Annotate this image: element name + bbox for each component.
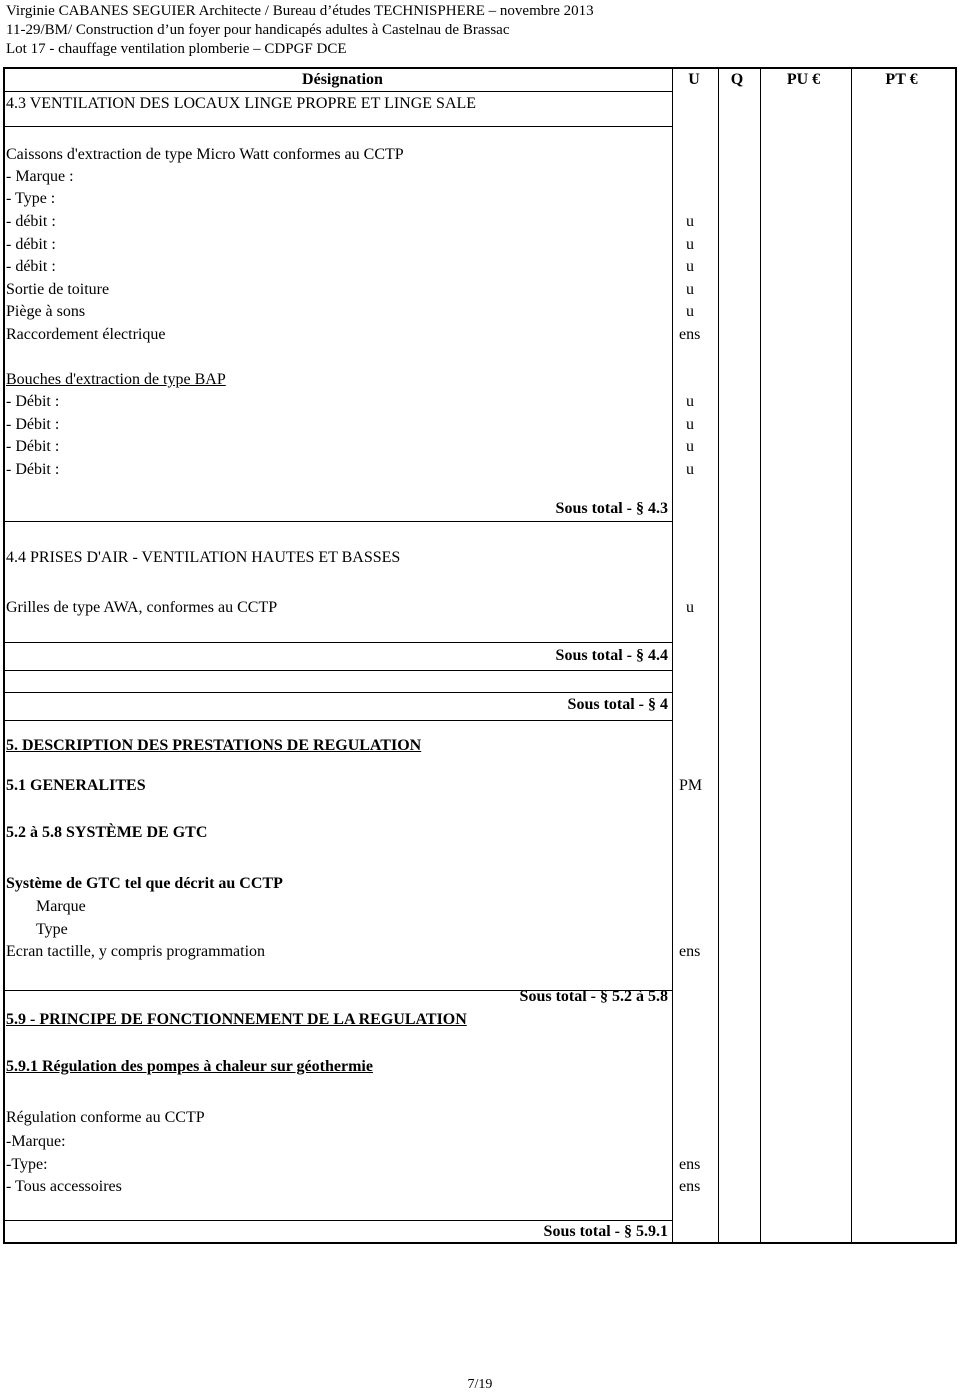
subtotal-4-4: Sous total - § 4.4 bbox=[555, 647, 668, 664]
row-divider bbox=[5, 126, 672, 127]
unit-cell: ens bbox=[679, 1156, 701, 1173]
section-title-4-4: 4.4 PRISES D'AIR - VENTILATION HAUTES ET BASSES bbox=[6, 549, 401, 566]
list-item: Raccordement électrique bbox=[6, 326, 166, 343]
section-title-5: 5. DESCRIPTION DES PRESTATIONS DE REGULATION bbox=[6, 737, 422, 754]
row-divider bbox=[5, 692, 672, 693]
unit-cell: u bbox=[686, 438, 694, 455]
list-item: - Débit : bbox=[6, 461, 60, 478]
list-item: - débit : bbox=[6, 213, 56, 230]
row-divider bbox=[5, 642, 672, 643]
column-header-u: U bbox=[688, 71, 700, 88]
regulation-title: Régulation conforme au CCTP bbox=[6, 1109, 205, 1126]
unit-cell: u bbox=[686, 416, 694, 433]
unit-cell: u bbox=[686, 599, 694, 616]
subtotal-5-9-1: Sous total - § 5.9.1 bbox=[543, 1223, 668, 1240]
unit-cell: ens bbox=[679, 1178, 701, 1195]
unit-cell: PM bbox=[679, 777, 703, 794]
unit-cell: ens bbox=[679, 326, 701, 343]
page-number: 7/19 bbox=[467, 1377, 493, 1392]
unit-cell: u bbox=[686, 461, 694, 478]
list-item: Sortie de toiture bbox=[6, 281, 110, 298]
list-item: - Débit : bbox=[6, 438, 60, 455]
col-divider-u bbox=[718, 69, 719, 1244]
list-item: - Débit : bbox=[6, 416, 60, 433]
unit-cell: u bbox=[686, 258, 694, 275]
subtotal-4: Sous total - § 4 bbox=[567, 696, 668, 713]
header-row-divider bbox=[5, 91, 672, 92]
list-item: -Marque: bbox=[6, 1133, 66, 1150]
bouches-title: Bouches d'extraction de type BAP bbox=[6, 371, 226, 388]
list-item: - débit : bbox=[6, 258, 56, 275]
col-divider-q bbox=[760, 69, 761, 1244]
list-item: Piège à sons bbox=[6, 303, 86, 320]
gtc-title: Système de GTC tel que décrit au CCTP bbox=[6, 875, 283, 892]
list-item: - Marque : bbox=[6, 168, 74, 185]
unit-cell: u bbox=[686, 393, 694, 410]
column-header-pu: PU € bbox=[786, 71, 821, 88]
unit-cell: u bbox=[686, 281, 694, 298]
list-item: - Type : bbox=[6, 190, 56, 207]
header-line-lot: Lot 17 - chauffage ventilation plomberie – CDPGF DCE bbox=[6, 41, 347, 57]
list-item: Grilles de type AWA, conformes au CCTP bbox=[6, 599, 278, 616]
unit-cell: u bbox=[686, 236, 694, 253]
section-title-5-2-5-8: 5.2 à 5.8 SYSTÈME DE GTC bbox=[6, 824, 208, 841]
list-item: Ecran tactille, y compris programmation bbox=[6, 943, 266, 960]
list-item: Type bbox=[36, 921, 68, 938]
section-title-5-9-1: 5.9.1 Régulation des pompes à chaleur sur géothermie bbox=[6, 1058, 373, 1075]
column-header-q: Q bbox=[730, 71, 744, 88]
unit-cell: u bbox=[686, 213, 694, 230]
header-line-project: 11-29/BM/ Construction d’un foyer pour handicapés adultes à Castelnau de Brassac bbox=[6, 22, 510, 38]
column-header-pt: PT € bbox=[885, 71, 918, 88]
column-header-designation: Désignation bbox=[302, 71, 383, 88]
section-title-5-9: 5.9 - PRINCIPE DE FONCTIONNEMENT DE LA REGULATION bbox=[6, 1011, 467, 1028]
list-item: Marque bbox=[36, 898, 86, 915]
row-divider bbox=[5, 720, 672, 721]
list-item: - débit : bbox=[6, 236, 56, 253]
unit-cell: u bbox=[686, 303, 694, 320]
section-title-5-1: 5.1 GENERALITES bbox=[6, 777, 146, 794]
section-title-4-3: 4.3 VENTILATION DES LOCAUX LINGE PROPRE ET LINGE SALE bbox=[6, 95, 477, 112]
caissons-title: Caissons d'extraction de type Micro Watt conformes au CCTP bbox=[6, 146, 404, 163]
col-divider-pu bbox=[851, 69, 852, 1244]
row-divider bbox=[5, 670, 672, 671]
list-item: - Débit : bbox=[6, 393, 60, 410]
list-item: -Type: bbox=[6, 1156, 48, 1173]
row-divider bbox=[5, 521, 672, 522]
col-divider-designation bbox=[672, 69, 673, 1244]
unit-cell: ens bbox=[679, 943, 701, 960]
subtotal-4-3: Sous total - § 4.3 bbox=[555, 500, 668, 517]
subtotal-5-2-5-8: Sous total - § 5.2 à 5.8 bbox=[519, 988, 668, 1005]
list-item: - Tous accessoires bbox=[6, 1178, 122, 1195]
header-line-architect: Virginie CABANES SEGUIER Architecte / Bureau d’études TECHNISPHERE – novembre 2013 bbox=[6, 3, 594, 19]
row-divider bbox=[5, 1220, 672, 1221]
